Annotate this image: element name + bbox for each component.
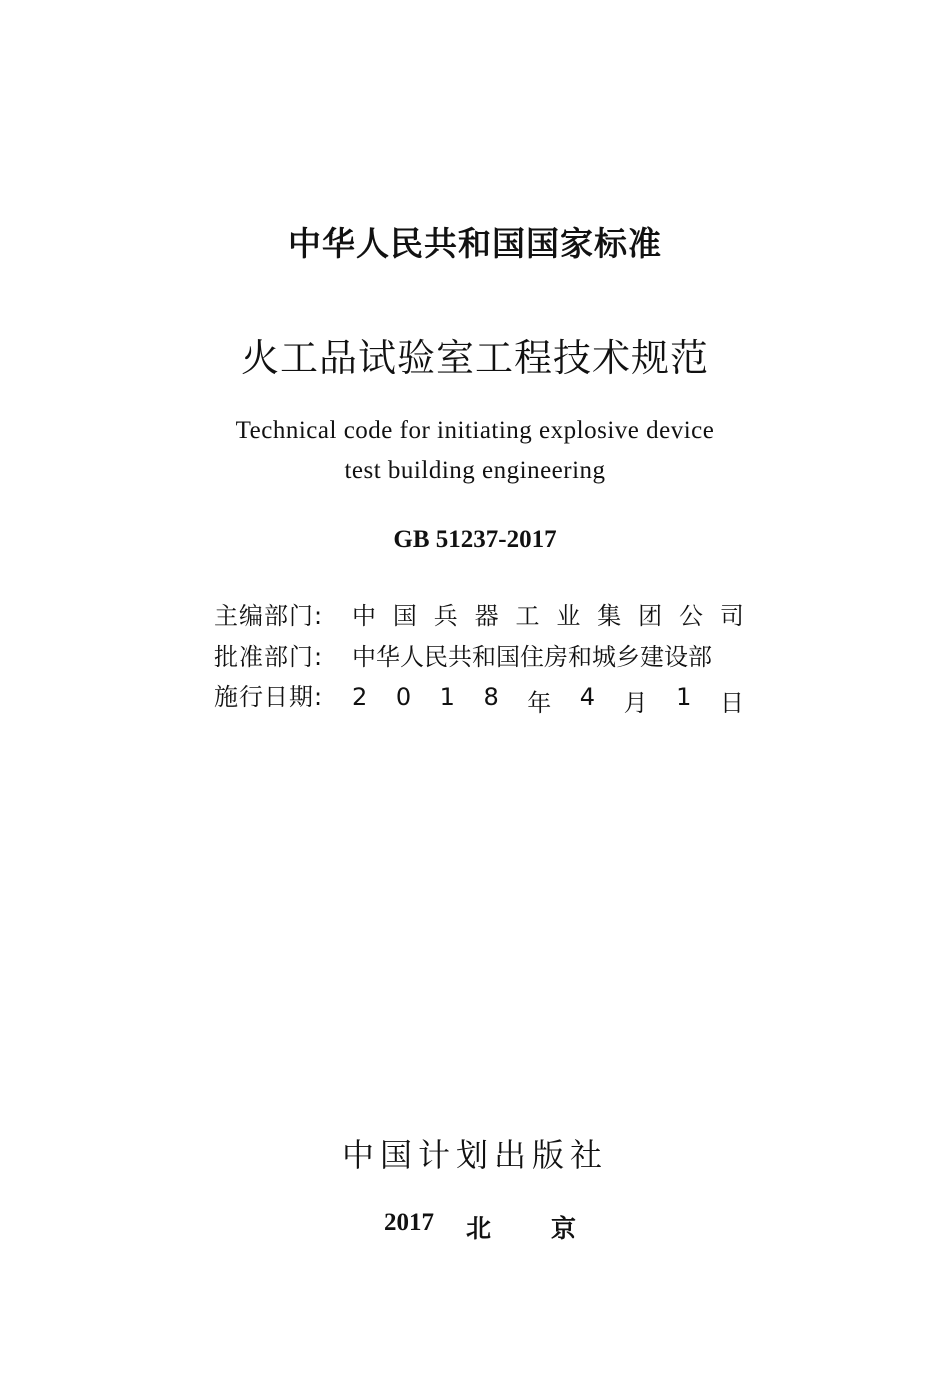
city-char: 京 xyxy=(550,1214,576,1243)
date-char: 2 xyxy=(352,683,368,711)
effective-date-value xyxy=(352,683,744,718)
date-char: 0 xyxy=(395,683,412,711)
document-title-english-line-1: Technical code for initiating explosive device xyxy=(235,417,715,444)
approval-department-label: 批准部门: xyxy=(214,643,324,671)
publication-year: 2017 xyxy=(384,1209,434,1236)
national-standard-heading: 中华人民共和国国家标准 xyxy=(288,224,662,263)
editor-department-row xyxy=(214,596,744,632)
editor-char: 国 xyxy=(392,602,417,630)
document-title-english-line-2: test building engineering xyxy=(344,457,606,484)
date-char: 年 xyxy=(527,689,552,717)
editor-department-label: 主编部门: xyxy=(214,602,324,630)
editor-department-value xyxy=(352,596,744,631)
editor-char: 器 xyxy=(474,602,499,630)
date-char: 1 xyxy=(676,683,692,711)
effective-date-label: 施行日期: xyxy=(214,683,324,711)
approval-department-value: 中华人民共和国住房和城乡建设部 xyxy=(352,643,712,671)
editor-char: 业 xyxy=(556,602,581,630)
publication-line xyxy=(384,1209,584,1243)
editor-char: 兵 xyxy=(433,602,458,630)
date-char: 1 xyxy=(439,683,455,711)
date-char: 月 xyxy=(623,689,648,717)
date-char: 4 xyxy=(579,683,596,711)
city-char: 北 xyxy=(466,1214,492,1243)
editor-char: 团 xyxy=(638,602,663,630)
standard-code: GB 51237-2017 xyxy=(393,526,557,553)
editor-char: 工 xyxy=(515,602,540,630)
publication-city xyxy=(466,1209,576,1245)
date-char: 日 xyxy=(719,689,744,717)
document-title-chinese: 火工品试验室工程技术规范 xyxy=(240,336,709,380)
approval-department-row xyxy=(214,637,744,673)
date-char: 8 xyxy=(483,683,499,711)
publisher-name: 中国计划出版社 xyxy=(341,1136,608,1174)
editor-char: 司 xyxy=(719,602,744,630)
editor-char: 中 xyxy=(352,602,376,630)
editor-char: 集 xyxy=(597,602,622,630)
editor-char: 公 xyxy=(679,602,703,630)
effective-date-row xyxy=(214,677,744,717)
